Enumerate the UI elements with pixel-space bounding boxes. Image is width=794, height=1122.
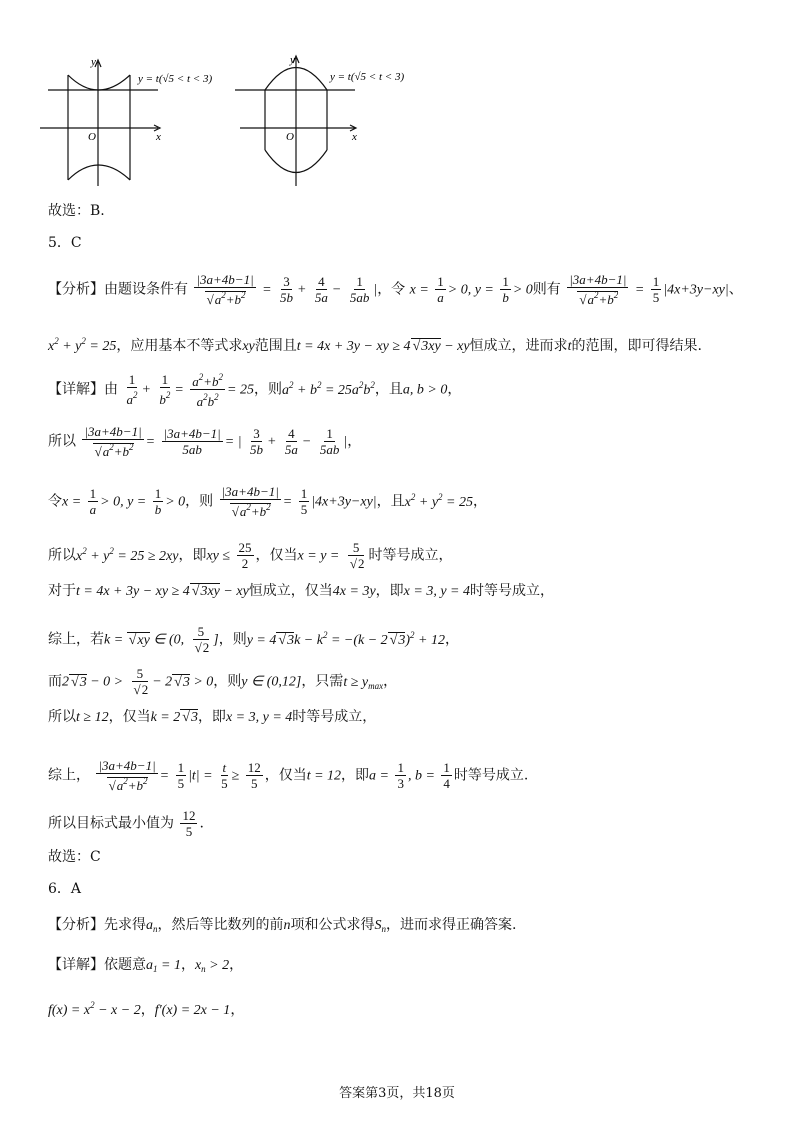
text: 先求得 bbox=[104, 917, 146, 933]
text: ，即 bbox=[197, 709, 226, 725]
text: ，仅当 bbox=[108, 709, 151, 725]
fraction: |3a+4b−1| √ $a^2+b^2$ bbox=[82, 424, 143, 459]
detail-line-6: 综上，若k = √ xy ∈ (0, 5 √ 2 ]，则y = 4√ $3k - k^2 = -(k - 2√$ 3)$^2$ + 12， bbox=[48, 624, 459, 655]
detail-tag: 【详解】 bbox=[48, 957, 104, 973]
text: ，令 bbox=[377, 281, 406, 298]
fraction: $\frac{a^2+b^2}{a^2b^2}$ bbox=[192, 372, 224, 409]
text: ， bbox=[347, 433, 362, 450]
detail-line-3: 令x = $\frac{1}{a}$ > 0, y = $\frac{1}{b}$ > 0，则 |3a+4b−1| √ $a^2+b^2$ = $\frac{1}{5}$ |4x+3y−xy|，且$x^2 + y^2 = 25$， bbox=[48, 484, 487, 519]
analysis-tag: 【分析】 bbox=[48, 917, 104, 933]
fraction: |3a+4b−1| √ $a^2+b^2$ bbox=[194, 272, 255, 307]
fraction: $\frac{1}{5}$ bbox=[300, 486, 308, 517]
problem-5-heading: 5．C bbox=[48, 235, 82, 251]
text: ，应用基本不等式求 bbox=[116, 338, 243, 354]
text: ， bbox=[229, 957, 244, 973]
detail-line-10 bbox=[48, 808, 204, 839]
text: 而 bbox=[48, 673, 62, 690]
text: ， bbox=[230, 1002, 245, 1018]
text: 时等号成立. bbox=[453, 767, 529, 784]
fraction: $\frac{1}{5}$ bbox=[177, 760, 185, 791]
text: ，仅当 bbox=[255, 547, 298, 564]
text: 时等号成立， bbox=[292, 709, 377, 725]
left-axis-y-label: y bbox=[91, 56, 96, 68]
text: 范围且 bbox=[254, 338, 297, 354]
text: 所以 bbox=[48, 547, 76, 564]
detail2-line-1: 【详解】依题意$a_1 = 1$，$x_n > 2$， bbox=[48, 957, 244, 974]
page-footer: 答案第3页，共18页 bbox=[339, 1086, 455, 1101]
fraction: $\frac{25}{2}$ bbox=[238, 540, 252, 571]
text: ， bbox=[383, 673, 398, 690]
graph-figures bbox=[0, 0, 794, 200]
choice-b-line: 故选：B. bbox=[48, 203, 105, 219]
text: ， bbox=[447, 381, 462, 398]
text: 综上，若 bbox=[48, 631, 104, 648]
text: 对于 bbox=[48, 583, 76, 599]
text: 令 bbox=[48, 493, 62, 510]
fraction: $\frac{1}{5ab}$ bbox=[319, 426, 340, 457]
detail-tag: 【详解】 bbox=[48, 381, 104, 398]
fraction: 5 √ 2 bbox=[191, 624, 212, 655]
text: . bbox=[199, 815, 204, 832]
text: ， bbox=[473, 493, 487, 510]
text: 恒成立，进而求 bbox=[469, 338, 568, 354]
text: 的范围，即可得结果. bbox=[571, 338, 702, 354]
text: 、 bbox=[728, 281, 743, 298]
text: ，进而求得正确答案. bbox=[386, 917, 517, 933]
detail2-line-2: $f(x) = x^2 - x - 2$，f′(x) = 2x − 1， bbox=[48, 1000, 245, 1018]
text: ，即 bbox=[178, 547, 207, 564]
text: ，即 bbox=[341, 767, 370, 784]
text: ，然后等比数列的前 bbox=[157, 917, 284, 933]
analysis-tag: 【分析】 bbox=[48, 281, 104, 298]
fraction: $\frac{3}{5b}$ bbox=[280, 274, 294, 305]
fraction: |3a+4b−1| √ $a^2+b^2$ bbox=[96, 758, 157, 793]
text: ，且 bbox=[376, 493, 405, 510]
analysis2-line: 【分析】先求得$a_n$，然后等比数列的前n项和公式求得$S_n$，进而求得正确答案. bbox=[48, 917, 517, 934]
fraction: $\frac{t}{5}$ bbox=[221, 760, 228, 791]
text: ，则 bbox=[213, 673, 242, 690]
choice-c-line: 故选：C bbox=[48, 849, 101, 865]
left-origin-label: O bbox=[88, 131, 96, 143]
right-axis-x-label: x bbox=[352, 131, 357, 143]
fraction: $\frac{12}{5}$ bbox=[247, 760, 261, 791]
fraction: $\frac{1}{b}$ bbox=[502, 274, 509, 305]
text: 所以 bbox=[48, 709, 76, 725]
fraction: $\frac{4}{5a}$ bbox=[314, 274, 328, 305]
text: ，则 bbox=[254, 381, 282, 398]
text: 所以目标式最小值为 bbox=[48, 815, 174, 832]
right-origin-label: O bbox=[286, 131, 294, 143]
fraction: $\frac{1}{a^2}$ bbox=[126, 372, 138, 407]
text: ， bbox=[180, 957, 195, 973]
right-line-label: y = t(√5 < t < 3) bbox=[330, 71, 405, 83]
detail-line-4: 所以$x^2 + y^2 = 25 \ge 2xy$，即xy ≤ $\frac{25}{2}$ ，仅当x = y = 5 √ 2 时等号成立， bbox=[48, 540, 452, 571]
text: ，则 bbox=[185, 493, 214, 510]
text: 依题意 bbox=[104, 957, 146, 973]
text: ，且 bbox=[374, 381, 403, 398]
fraction: $\frac{1}{a}$ bbox=[437, 274, 444, 305]
fraction: 5 √ 2 bbox=[130, 666, 151, 697]
fraction: $\frac{1}{3}$ bbox=[397, 760, 404, 791]
right-axis-y-label: y bbox=[290, 54, 295, 66]
detail-line-5: 对于t = 4x + 3y − xy ≥ 4√ 3xy − xy恒成立，仅当4x = 3y，即x = 3, y = 4时等号成立， bbox=[48, 582, 554, 601]
fraction: |3a+4b−1| √ $a^2+b^2$ bbox=[220, 484, 281, 519]
text: 所以 bbox=[48, 433, 76, 450]
fraction: |3a+4b−1| √ $a^2+b^2$ bbox=[567, 272, 628, 307]
fraction: $\frac{4}{5a}$ bbox=[284, 426, 298, 457]
fraction: 5 √ 2 bbox=[346, 540, 367, 571]
text: ，只需 bbox=[301, 673, 344, 690]
text: 则有 bbox=[532, 281, 561, 298]
detail-line-8: 所以t ≥ 12，仅当k = 2√ 3，即x = 3, y = 4时等号成立， bbox=[48, 708, 376, 727]
fraction: $\frac{1}{a}$ bbox=[89, 486, 97, 517]
detail-line-1: 【详解】由 $\frac{1}{a^2}$ + $\frac{1}{b^2}$ = $\frac{a^2+b^2}{a^2b^2}$ = 25，则$a^2 + b^2 = 25a^2b^2$，且a, b > 0， bbox=[48, 372, 462, 409]
text: 恒成立，仅当 bbox=[248, 583, 333, 599]
detail-line-2: 所以 |3a+4b−1| √ $a^2+b^2$ = $\frac{|3a+4b-1|}{5ab}$ = | $\frac{3}{5b}$ + $\frac{4}{5a}$ − $\frac{1}{5ab}$ |， bbox=[48, 424, 361, 459]
text: ， bbox=[444, 631, 459, 648]
problem-6-heading: 6．A bbox=[48, 881, 82, 897]
text: 综上， bbox=[48, 767, 90, 784]
text: 时等号成立， bbox=[368, 547, 453, 564]
text: 由题设条件有 bbox=[104, 281, 188, 298]
detail-line-9: 综上， |3a+4b−1| √ $a^2+b^2$ = $\frac{1}{5}$ |t| = $\frac{t}{5}$ ≥ $\frac{12}{5}$ ，仅当t = 12，即a = $\frac{1}{3}$ , b = $\frac{1}{4}$ 时等号成立. bbox=[48, 758, 528, 793]
fraction: $\frac{1}{5}$ bbox=[652, 274, 660, 305]
text: ，仅当 bbox=[264, 767, 307, 784]
fraction: $\frac{1}{5ab}$ bbox=[349, 274, 370, 305]
text: 时等号成立， bbox=[469, 583, 554, 599]
fraction: $\frac{1}{b}$ bbox=[154, 486, 162, 517]
text: 项和公式求得 bbox=[290, 917, 375, 933]
left-axis-x-label: x bbox=[156, 131, 161, 143]
fraction: $\frac{|3a+4b-1|}{5ab}$ bbox=[163, 426, 221, 457]
text: ，则 bbox=[218, 631, 247, 648]
detail-line-7: 而2√ 3 − 0 > 5 √ 2 − 2√ 3 > 0，则y ∈ (0,12]，只需$t \ge y_{max}$， bbox=[48, 666, 397, 697]
analysis-line-2: $x^2 + y^2 = 25$，应用基本不等式求xy范围且t = 4x + 3y − xy ≥ 4√ 3xy − xy恒成立，进而求t的范围，即可得结果. bbox=[48, 332, 702, 356]
text: ，即 bbox=[375, 583, 404, 599]
text: ， bbox=[140, 1002, 155, 1018]
analysis-line-1: 【分析】由题设条件有 |3a+4b−1| √ $a^2+b^2$ = $\frac{3}{5b}$ + $\frac{4}{5a}$ − $\frac{1}{5ab}$ |，令 x = $\frac{1}{a}$ > 0, y = $\frac{1}{b}$ > 0则有 |3a+4b−1| √ $a^2+b^2$ = $\frac{1}{5}$ |4x+3y−xy|、 bbox=[48, 272, 743, 307]
fraction: $\frac{12}{5}$ bbox=[182, 808, 196, 839]
fraction: $\frac{1}{b^2}$ bbox=[159, 372, 171, 407]
text: 由 bbox=[104, 381, 118, 398]
fraction: $\frac{1}{4}$ bbox=[443, 760, 450, 791]
left-line-label: y = t(√5 < t < 3) bbox=[138, 73, 213, 85]
fraction: $\frac{3}{5b}$ bbox=[250, 426, 264, 457]
